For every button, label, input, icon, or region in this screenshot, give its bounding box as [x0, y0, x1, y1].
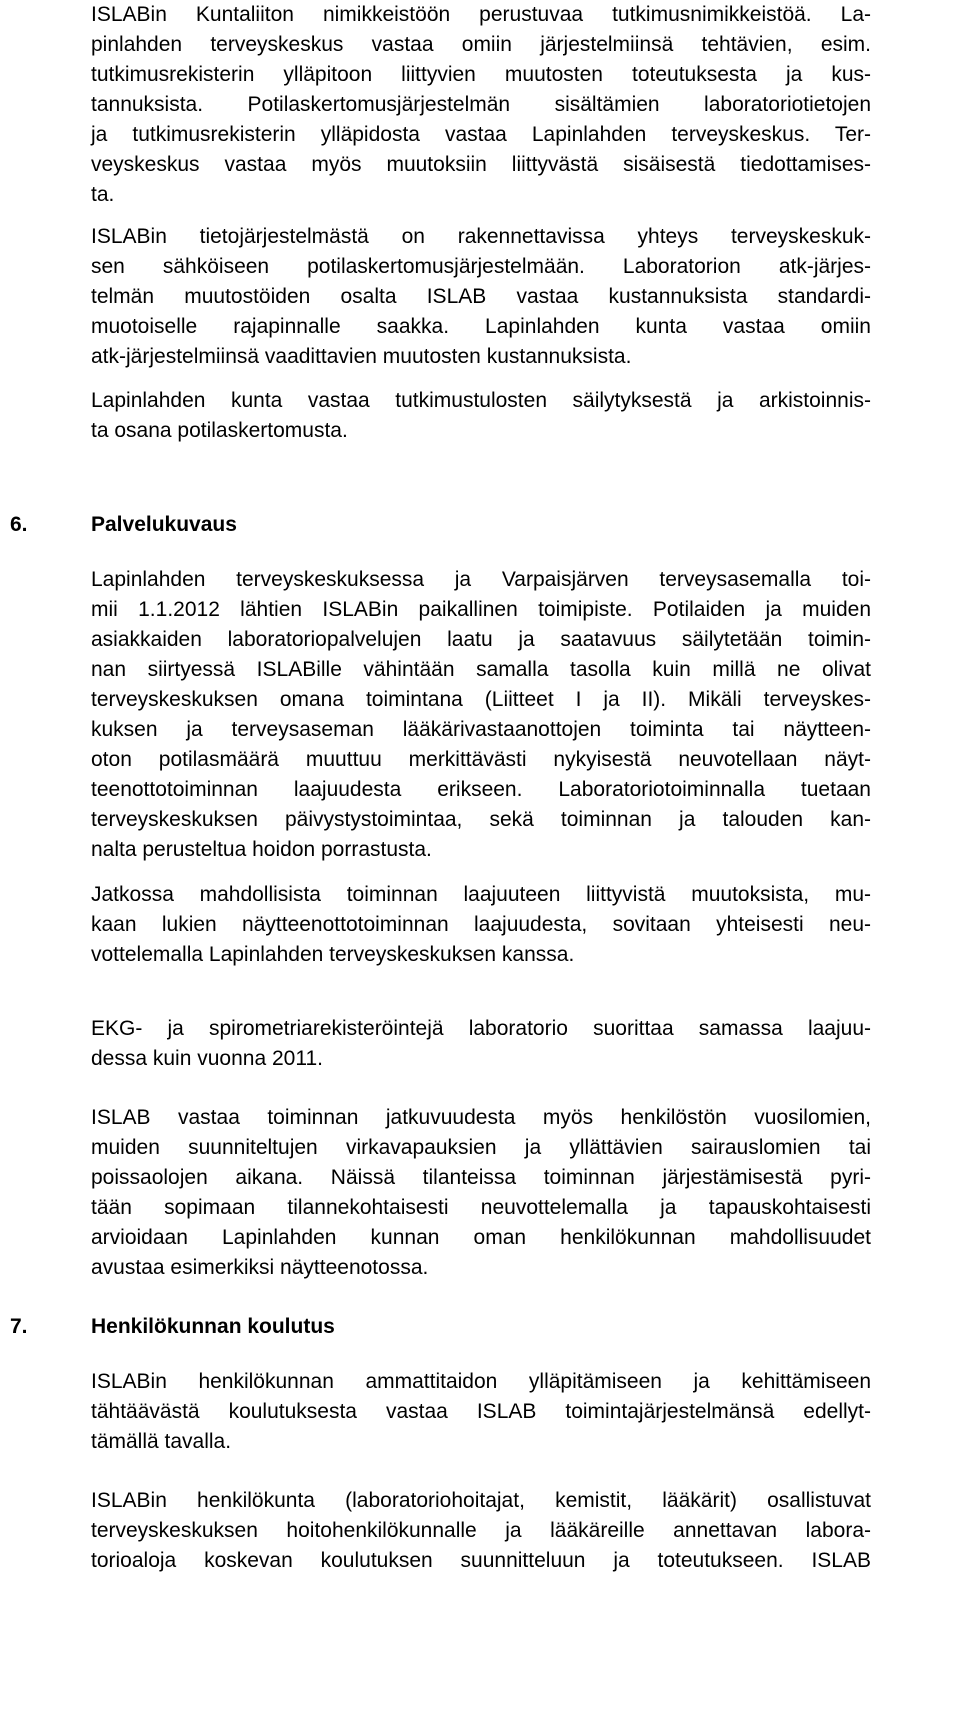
text-line: kuksen ja terveysaseman lääkärivastaanottojen toiminta tai näytteen- — [91, 718, 871, 741]
text-line: tannuksista. Potilaskertomusjärjestelmän sisältämien laboratoriotietojen — [91, 93, 871, 116]
text-line: ISLABin tietojärjestelmästä on rakennettavissa yhteys terveyskeskuk- — [91, 225, 871, 248]
text-line: Lapinlahden kunta vastaa tutkimustulosten säilytyksestä ja arkistoinnis- — [91, 389, 871, 412]
text-line: dessa kuin vuonna 2011. — [91, 1047, 323, 1070]
text-line: ja tutkimusrekisterin ylläpidosta vastaa Lapinlahden terveyskeskus. Ter- — [91, 123, 871, 146]
section-title: Henkilökunnan koulutus — [91, 1315, 335, 1338]
text-line: asiakkaiden laboratoriopalvelujen laatu ja saatavuus säilytetään toimin- — [91, 628, 871, 651]
text-line: terveyskeskuksen hoitohenkilökunnalle ja lääkäreille annettavan labora- — [91, 1519, 871, 1542]
text-line: ISLAB vastaa toiminnan jatkuvuudesta myös henkilöstön vuosilomien, — [91, 1106, 871, 1129]
text-line: tämällä tavalla. — [91, 1430, 232, 1453]
paragraph-staff-participation — [91, 1486, 871, 1576]
text-line: nan siirtyessä ISLABille vähintään samalla tasolla kuin millä ne olivat — [91, 658, 871, 681]
text-line: ta osana potilaskertomusta. — [91, 419, 348, 442]
text-line: muotoiselle rajapinnalle saakka. Lapinlahden kunta vastaa omiin — [91, 315, 871, 338]
text-line: terveyskeskuksen päivystystoimintaa, sekä toiminnan ja talouden kan- — [91, 808, 871, 831]
text-line: Lapinlahden terveyskeskuksessa ja Varpaisjärven terveysasemalla toi- — [91, 568, 871, 591]
section-number: 6. — [10, 513, 28, 536]
paragraph-continuity — [91, 1103, 871, 1283]
paragraph-archiving — [91, 386, 871, 446]
text-line: tähtäävästä koulutuksesta vastaa ISLAB toimintajärjestelmänsä edellyt- — [91, 1400, 871, 1423]
text-line: nalta perusteltua hoidon porrastusta. — [91, 838, 432, 861]
text-line: EKG- ja spirometriarekisteröintejä laboratorio suorittaa samassa laajuu- — [91, 1017, 871, 1040]
text-line: ISLABin Kuntaliiton nimikkeistöön perustuvaa tutkimusnimikkeistöä. La- — [91, 3, 871, 26]
section-title: Palvelukuvaus — [91, 513, 237, 536]
text-line: teenottotoiminnan laajuudesta erikseen. Laboratoriotoiminnalla tuetaan — [91, 778, 871, 801]
text-line: ISLABin henkilökunnan ammattitaidon ylläpitämiseen ja kehittämiseen — [91, 1370, 871, 1393]
text-line: ISLABin henkilökunta (laboratoriohoitajat, kemistit, lääkärit) osallistuvat — [91, 1489, 871, 1512]
text-line: kaan lukien näytteenottotoiminnan laajuudesta, sovitaan yhteisesti neu- — [91, 913, 871, 936]
text-line: Jatkossa mahdollisista toiminnan laajuuteen liittyvistä muutoksista, mu- — [91, 883, 871, 906]
paragraph-information-system — [91, 222, 871, 372]
section-heading-6 — [0, 510, 960, 540]
text-line: vottelemalla Lapinlahden terveyskeskuksen kanssa. — [91, 943, 575, 966]
text-line: poissaolojen aikana. Näissä tilanteissa toiminnan järjestämisestä pyri- — [91, 1166, 871, 1189]
text-line: ta. — [91, 183, 115, 206]
paragraph-future-changes — [91, 880, 871, 970]
paragraph-intro-continued — [91, 0, 871, 210]
text-line: telmän muutostöiden osalta ISLAB vastaa kustannuksista standardi- — [91, 285, 871, 308]
text-line: avustaa esimerkiksi näytteenotossa. — [91, 1256, 429, 1279]
text-line: mii 1.1.2012 lähtien ISLABin paikallinen toimipiste. Potilaiden ja muiden — [91, 598, 871, 621]
section-heading-7 — [0, 1312, 960, 1342]
text-line: torioaloja koskevan koulutuksen suunnitteluun ja toteutukseen. ISLAB — [91, 1549, 871, 1572]
text-line: terveyskeskuksen omana toimintana (Liitteet I ja II). Mikäli terveyskes- — [91, 688, 871, 711]
text-line: veyskeskus vastaa myös muutoksiin liittyvästä sisäisestä tiedottamises- — [91, 153, 871, 176]
text-line: pinlahden terveyskeskus vastaa omiin järjestelmiinsä tehtävien, esim. — [91, 33, 871, 56]
text-line: atk-järjestelmiinsä vaadittavien muutosten kustannuksista. — [91, 345, 632, 368]
paragraph-staff-training — [91, 1367, 871, 1457]
text-line: muiden suunniteltujen virkavapauksien ja yllättävien sairauslomien tai — [91, 1136, 871, 1159]
text-line: sen sähköiseen potilaskertomusjärjestelmään. Laboratorion atk-järjes- — [91, 255, 871, 278]
text-line: tutkimusrekisterin ylläpitoon liittyvien muutosten toteutuksesta ja kus- — [91, 63, 871, 86]
paragraph-ekg — [91, 1014, 871, 1074]
text-line: tään sopimaan tilannekohtaisesti neuvottelemalla ja tapauskohtaisesti — [91, 1196, 871, 1219]
text-line: arvioidaan Lapinlahden kunnan oman henkilökunnan mahdollisuudet — [91, 1226, 871, 1249]
paragraph-service-description — [91, 565, 871, 865]
section-number: 7. — [10, 1315, 28, 1338]
text-line: oton potilasmäärä muuttuu merkittävästi nykyisestä neuvotellaan näyt- — [91, 748, 871, 771]
